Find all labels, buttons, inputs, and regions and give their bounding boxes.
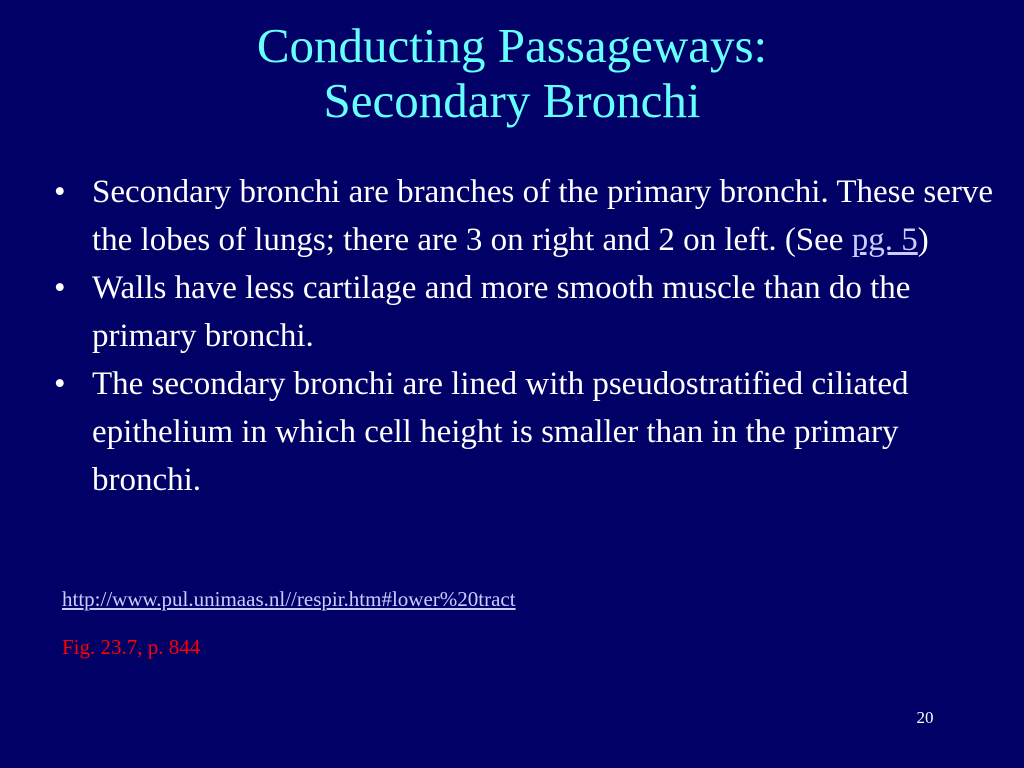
- bullet-text-after-link: ): [917, 222, 929, 258]
- page-5-link[interactable]: pg. 5: [851, 222, 918, 258]
- bullet-item-walls: [54, 264, 994, 360]
- slide-title: [0, 18, 1024, 128]
- bullet-item-secondary-bronchi-branches: [54, 168, 994, 264]
- title-line-1: Conducting Passageways:: [256, 18, 768, 73]
- bullet-icon: •: [54, 366, 66, 402]
- bullet-item-epithelium: [54, 360, 994, 504]
- source-url-link[interactable]: http://www.pul.unimaas.nl//respir.htm#lower%20tract: [62, 587, 516, 611]
- bullet-text-before-link: Secondary bronchi are branches of the primary bronchi. These serve the lobes of lungs; there are 3 on right and 2 on left. (See: [92, 174, 994, 258]
- bullet-text: The secondary bronchi are lined with pseudostratified ciliated epithelium in which cell height is smaller than in the primary bronchi.: [92, 366, 909, 498]
- bullet-text: Walls have less cartilage and more smooth muscle than do the primary bronchi.: [92, 270, 911, 354]
- bullet-list: [54, 168, 994, 504]
- bullet-icon: •: [54, 174, 66, 210]
- figure-reference: Fig. 23.7, p. 844: [62, 635, 201, 659]
- page-number: 20: [916, 708, 934, 727]
- bullet-icon: •: [54, 270, 66, 306]
- title-line-2: Secondary Bronchi: [323, 73, 701, 128]
